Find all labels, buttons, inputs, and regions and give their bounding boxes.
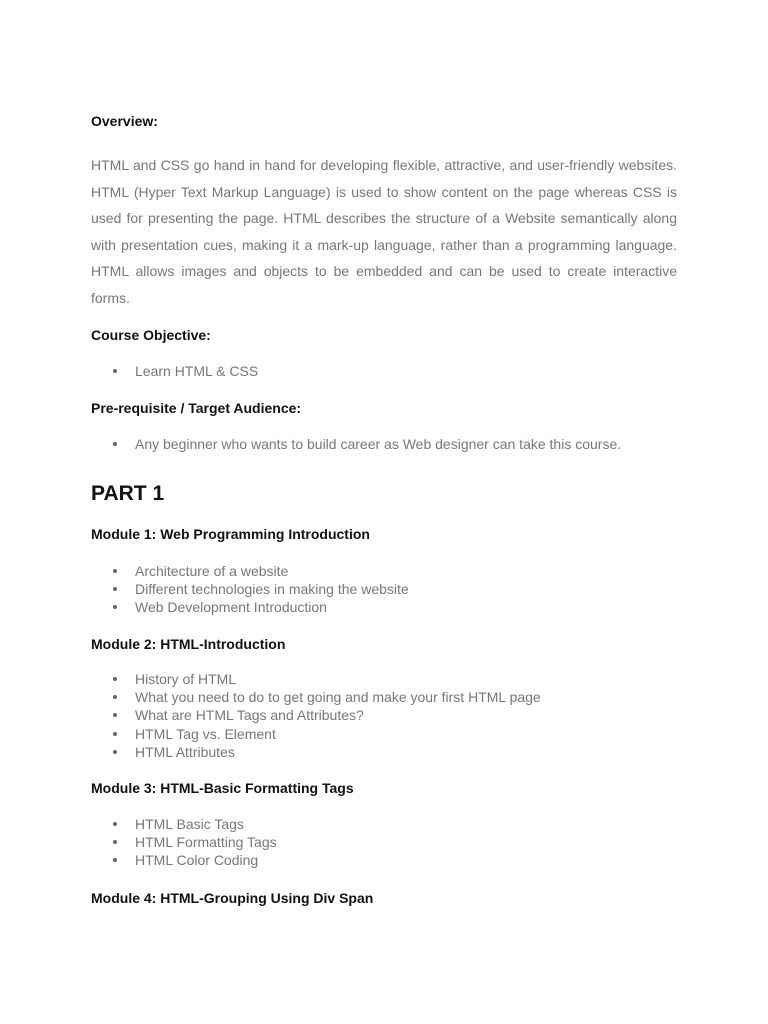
part-title: PART 1 [91,482,165,505]
list-item [91,562,409,580]
bullet-icon [113,732,117,736]
list-item [91,815,277,833]
bullet-icon [113,369,117,373]
overview-paragraph: HTML and CSS go hand in hand for developing flexible, attractive, and user-friendly websites. HTML (Hyper Text Markup Language) is used to show content on the page whereas CSS is used for presenting the page. HTML describes the structure of a Website semantically along with presentation cues, making it a mark-up language, rather than a programming language. HTML allows images and objects to be embedded and can be used to create interactive forms. [91,157,677,306]
list-item [91,435,621,453]
list-item [91,851,277,869]
list-item-text: Web Development Introduction [135,599,327,616]
target-audience-list [91,435,621,453]
list-item-text: What you need to do to get going and make your first HTML page [135,689,541,706]
list-item-text: Different technologies in making the website [135,581,409,598]
bullet-icon [113,605,117,609]
list-item-text: HTML Formatting Tags [135,834,277,851]
list-item-text: HTML Attributes [135,743,235,760]
course-objective-list [91,362,258,380]
list-item-text: What are HTML Tags and Attributes? [135,707,364,724]
bullet-icon [113,713,117,717]
list-item-text: Architecture of a website [135,563,289,579]
bullet-icon [113,677,117,681]
list-item-text: HTML Color Coding [135,852,259,869]
list-item [91,670,541,688]
list-item [91,725,541,743]
module-2-list [91,670,541,761]
list-item [91,688,541,706]
list-item-text: HTML Basic Tags [135,816,244,832]
bullet-icon [113,750,117,754]
bullet-icon [113,858,117,862]
bullet-icon [113,569,117,573]
overview-heading: Overview: [91,113,158,129]
module-1-heading: Module 1: Web Programming Introduction [91,526,370,542]
list-item-text: History of HTML [135,671,237,687]
list-item [91,833,277,851]
bullet-icon [113,442,117,446]
list-item-text: HTML Tag vs. Element [135,725,276,742]
course-objective-heading: Course Objective: [91,327,211,343]
bullet-icon [113,822,117,826]
list-item-text: Learn HTML & CSS [135,363,259,379]
list-item [91,580,409,598]
bullet-icon [113,695,117,699]
target-audience-heading: Pre-requisite / Target Audience: [91,400,302,416]
bullet-icon [113,587,117,591]
module-3-list [91,815,277,870]
list-item [91,743,541,761]
list-item [91,598,409,616]
module-1-list [91,562,409,617]
list-item [91,706,541,724]
list-item [91,362,258,380]
module-3-heading: Module 3: HTML-Basic Formatting Tags [91,780,354,796]
module-2-heading: Module 2: HTML-Introduction [91,636,286,652]
list-item-text: Any beginner who wants to build career as Web designer can take this course. [135,436,622,452]
bullet-icon [113,840,117,844]
module-4-heading: Module 4: HTML-Grouping Using Div Span [91,890,374,906]
